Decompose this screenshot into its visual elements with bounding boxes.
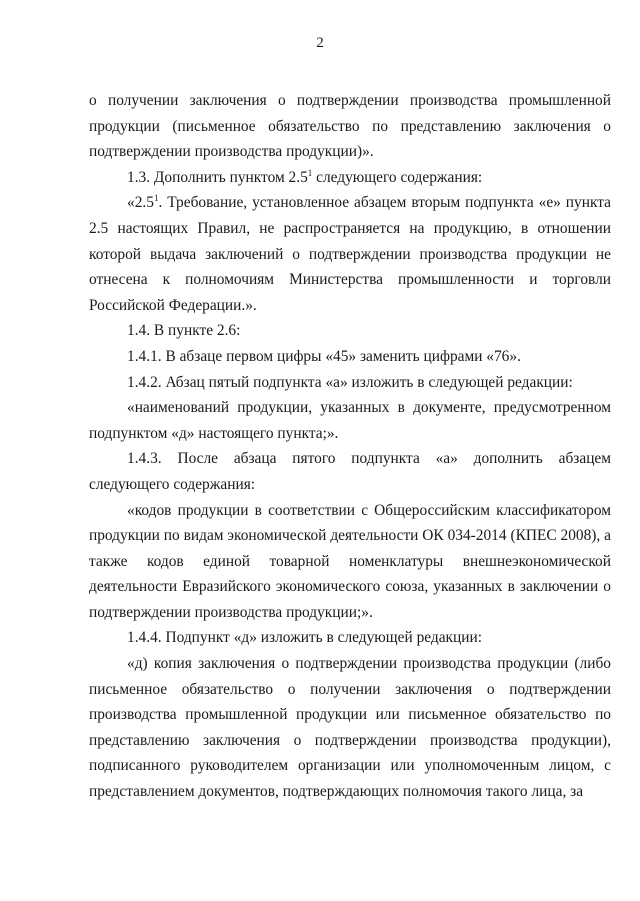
paragraph-1-4-3: 1.4.3. После абзаца пятого подпункта «а» дополнить абзацем следующего содержания: xyxy=(89,450,611,493)
paragraph-2-5-1 xyxy=(89,190,611,318)
paragraph-1-4-1: 1.4.1. В абзаце первом цифры «45» заменить цифрами «76». xyxy=(127,347,521,365)
paragraph-2-5-1-text: «2.5 xyxy=(127,194,154,212)
paragraph-2-5-1-tail: . Требование, установленное абзацем вторым подпункта «е» пункта 2.5 настоящих Правил, не распространяется на продукцию, в отношении которой выдача заключений о подтверждении производства продукции не отнесена к полномочиям Министерства промышленности и торговли Российской Федерации.». xyxy=(89,194,611,314)
paragraph-1-3 xyxy=(89,165,611,191)
paragraph-quote-d: «д) копия заключения о подтверждении производства продукции (либо письменное обязательство о получении заключения о подтверждении производства промышленной продукции или письменное обязательство по представлению заключения о подтверждении производства продукции), подписанного руководителем организации или уполномоченным лицом, с представлением документов, подтверждающих полномочия такого лица, за xyxy=(89,655,611,801)
paragraph-continuation: о получении заключения о подтверждении производства промышленной продукции (письменное обязательство по представлению заключения о подтверждении производства продукции)». xyxy=(89,92,611,161)
paragraph-1-4: 1.4. В пункте 2.6: xyxy=(127,322,241,340)
paragraph-quote-names: «наименований продукции, указанных в документе, предусмотренном подпунктом «д» настоящего пункта;». xyxy=(89,399,611,442)
paragraph-1-3-tail: следующего содержания: xyxy=(312,168,483,186)
superscript: 1 xyxy=(153,193,159,204)
superscript: 1 xyxy=(307,167,313,178)
paragraph-1-3-text: 1.3. Дополнить пунктом 2.5 xyxy=(127,168,308,186)
paragraph-quote-codes: «кодов продукции в соответствии с Общероссийским классификатором продукции по видам экономической деятельности ОК 034-2014 (КПЕС 2008), а также кодов единой товарной номенклатуры внешнеэкономической деятельности Евразийского экономического союза, указанных в заключении о подтверждении производства продукции;». xyxy=(89,501,611,621)
paragraph-1-4-2: 1.4.2. Абзац пятый подпункта «а» изложить в следующей редакции: xyxy=(127,373,573,391)
document-body xyxy=(89,88,611,805)
page-number: 2 xyxy=(316,35,324,51)
paragraph-1-4-4: 1.4.4. Подпункт «д» изложить в следующей редакции: xyxy=(127,629,483,647)
